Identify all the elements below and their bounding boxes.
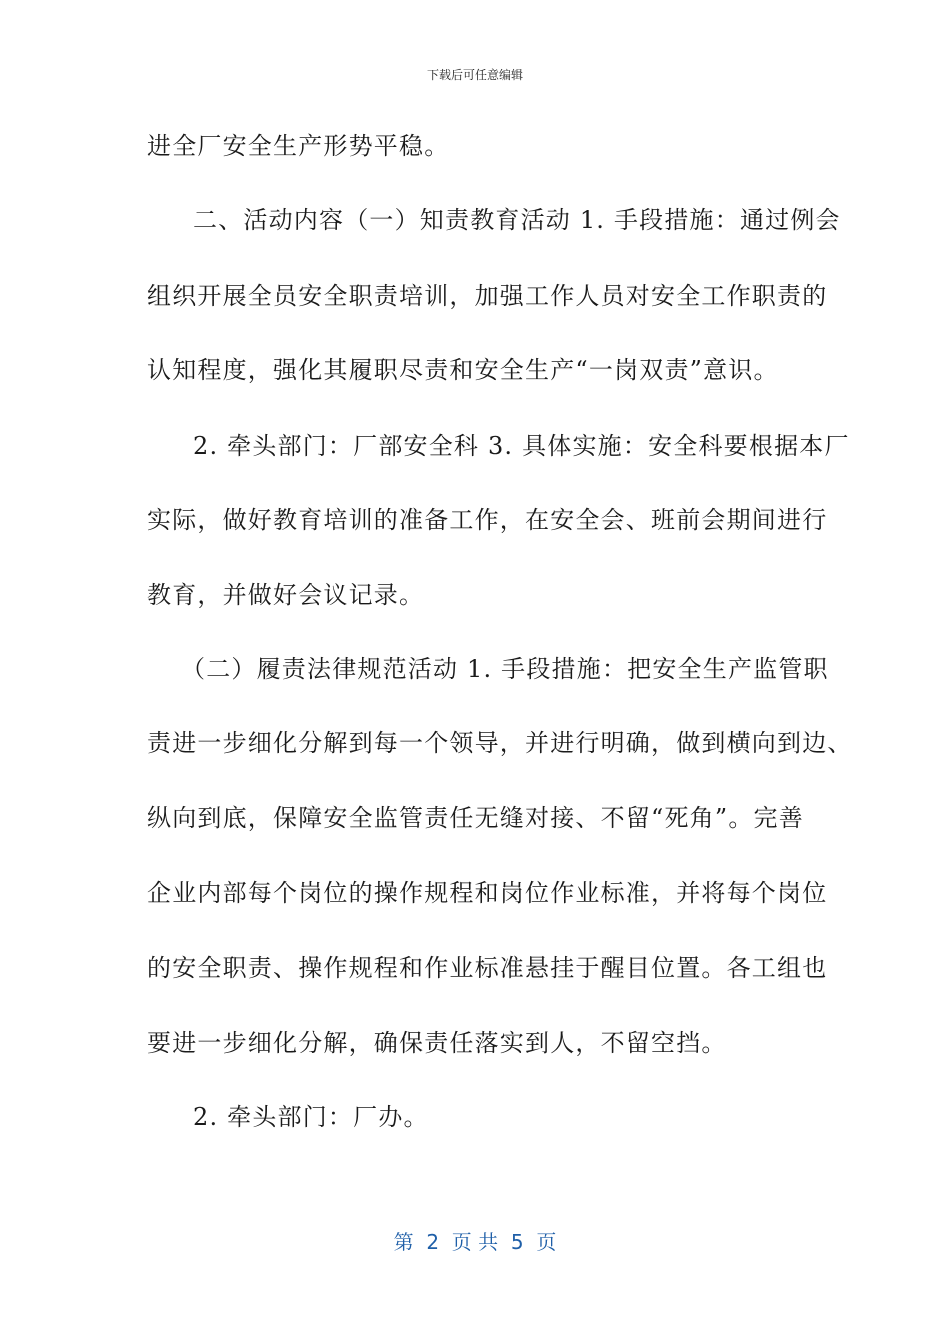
header-note: 下载后可任意编辑 [426,68,523,82]
body-line: 要进一步细化分解，确保责任落实到人，不留空挡。 [147,1029,727,1057]
body-line: 认知程度，强化其履职尽责和安全生产“一岗双责”意识。 [147,356,779,384]
body-line: （二）履责法律规范活动 1. 手段措施：把安全生产监管职 [181,655,829,683]
body-line: 纵向到底，保障安全监管责任无缝对接、不留“死角”。完善 [147,804,804,832]
body-line: 二、活动内容（一）知责教育活动 1. 手段措施：通过例会 [193,206,841,234]
body-line: 责进一步细化分解到每一个领导，并进行明确，做到横向到边、 [147,729,853,757]
body-line: 实际，做好教育培训的准备工作，在安全会、班前会期间进行 [147,506,828,534]
body-line: 企业内部每个岗位的操作规程和岗位作业标准，并将每个岗位 [147,879,828,907]
body-line: 进全厂安全生产形势平稳。 [147,132,450,160]
page-number-label: 第 2 页 共 5 页 [393,1230,557,1254]
body-line: 组织开展全员安全职责培训，加强工作人员对安全工作职责的 [147,282,828,310]
body-line: 教育，并做好会议记录。 [147,581,425,609]
body-line: 2. 牵头部门：厂部安全科 3. 具体实施：安全科要根据本厂 [193,432,850,460]
body-line: 2. 牵头部门：厂办。 [193,1103,429,1131]
body-line: 的安全职责、操作规程和作业标准悬挂于醒目位置。各工组也 [147,954,828,982]
page-number-footer [0,1226,950,1255]
